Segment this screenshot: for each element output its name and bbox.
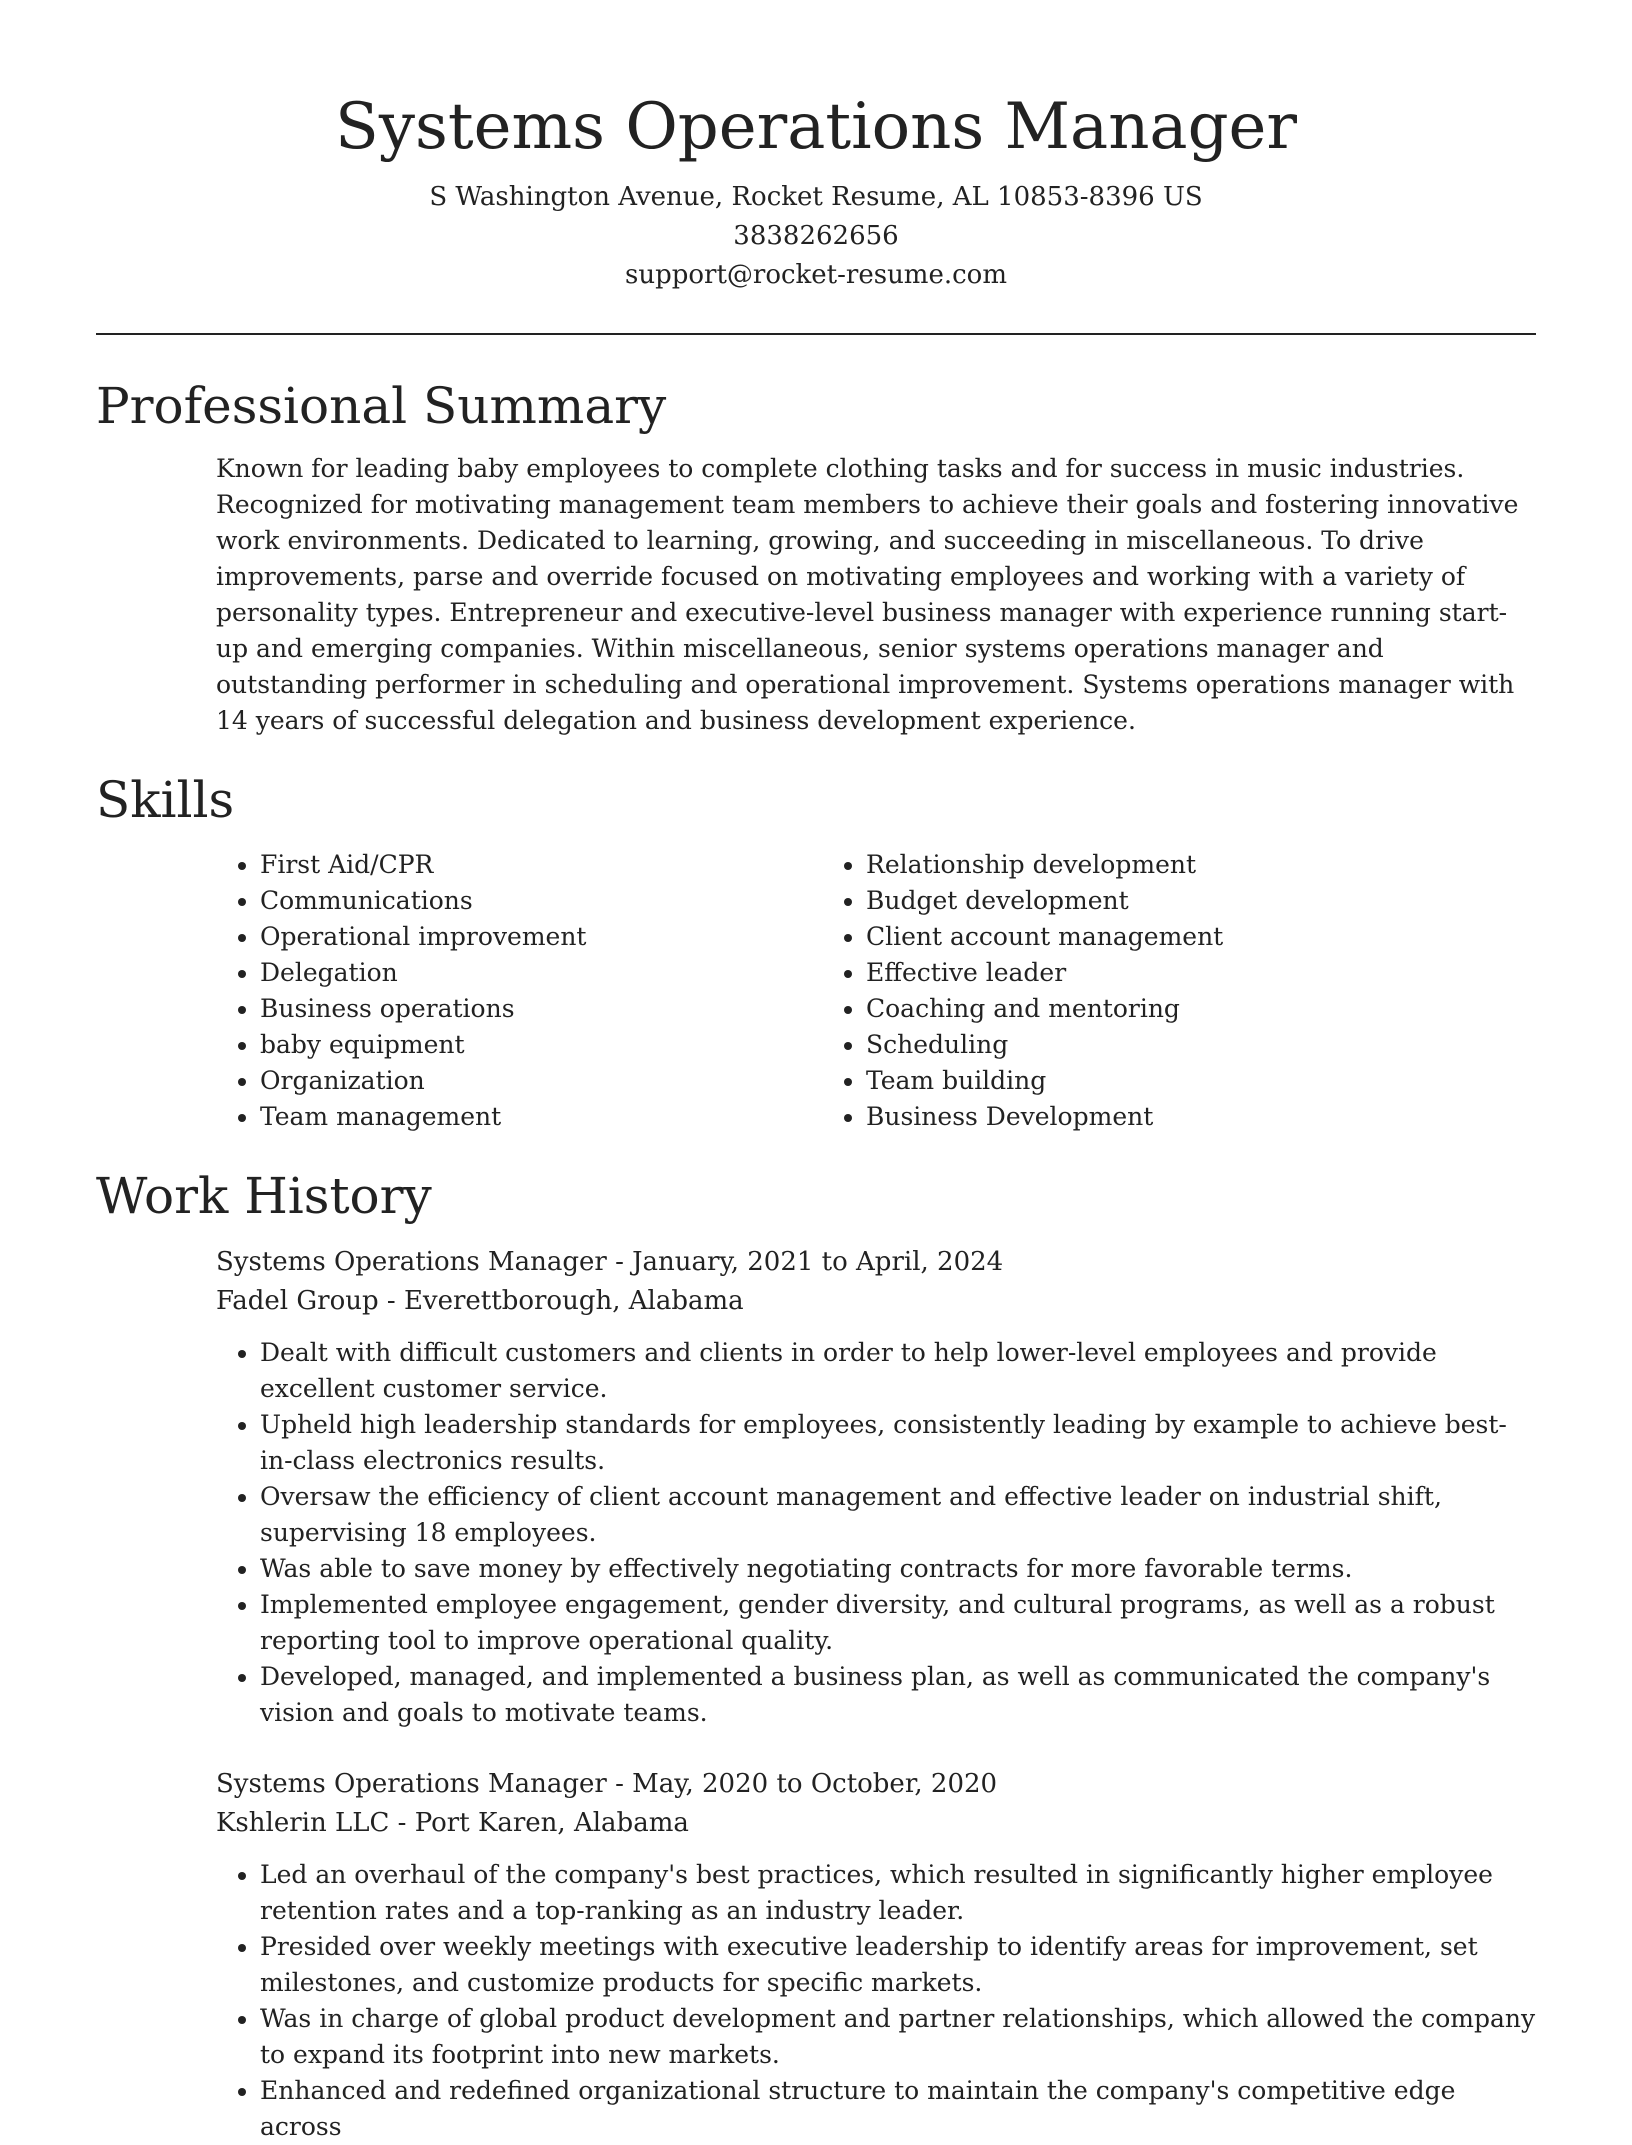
job-entry	[216, 1765, 1536, 2145]
candidate-name: Systems Operations Manager	[335, 90, 1297, 164]
professional-summary-section	[96, 373, 1536, 739]
job-title-line: Systems Operations Manager - May, 2020 to October, 2020	[216, 1769, 998, 1799]
skills-grid	[216, 847, 1536, 1135]
responsibility-item: • Dealt with difficult customers and clients in order to help lower-level employees and provide excellent customer service.	[260, 1335, 1536, 1407]
responsibility-item: • Presided over weekly meetings with executive leadership to identify areas for improvement, set milestones, and customize products for specific markets.	[260, 1929, 1536, 2001]
responsibility-item: • Oversaw the efficiency of client account management and effective leader on industrial shift, supervising 18 employees.	[260, 1479, 1536, 1551]
skill-item: • Coaching and mentoring	[866, 991, 1428, 1027]
skill-item: • Budget development	[866, 883, 1428, 919]
job-company-line: Fadel Group - Everettborough, Alabama	[216, 1286, 744, 1316]
job-responsibilities	[216, 1857, 1536, 2145]
skill-item: • Effective leader	[866, 955, 1428, 991]
skills-section	[96, 767, 1536, 1135]
header-divider	[96, 333, 1536, 335]
section-title-skills: Skills	[96, 771, 235, 829]
skill-item: • Relationship development	[866, 847, 1428, 883]
responsibility-item: • Led an overhaul of the company's best practices, which resulted in significantly higher employee retention rates and a top-ranking as an industry leader.	[260, 1857, 1536, 1929]
skill-item: • Business operations	[260, 991, 822, 1027]
job-title-line: Systems Operations Manager - January, 2021 to April, 2024	[216, 1247, 1004, 1277]
job-responsibilities	[216, 1335, 1536, 1731]
resume-page	[96, 0, 1536, 2145]
skill-item: • Client account management	[866, 919, 1428, 955]
skill-item: • Team management	[260, 1099, 822, 1135]
skill-item: • Scheduling	[866, 1027, 1428, 1063]
skill-item: • Team building	[866, 1063, 1428, 1099]
responsibility-item: • Implemented employee engagement, gender diversity, and cultural programs, as well as a robust reporting tool to improve operational quality.	[260, 1587, 1536, 1659]
resume-header	[96, 0, 1536, 295]
contact-address: S Washington Avenue, Rocket Resume, AL 10853-8396 US	[429, 182, 1203, 212]
contact-email: support@rocket-resume.com	[624, 260, 1007, 290]
skill-item: • baby equipment	[260, 1027, 822, 1063]
skill-item: • Organization	[260, 1063, 822, 1099]
skills-column-right	[822, 847, 1428, 1135]
skill-item: • Business Development	[866, 1099, 1428, 1135]
skill-item: • Delegation	[260, 955, 822, 991]
responsibility-item: • Was able to save money by effectively negotiating contracts for more favorable terms.	[260, 1551, 1536, 1587]
section-title-summary: Professional Summary	[96, 377, 667, 435]
section-title-work-history: Work History	[96, 1167, 432, 1225]
job-entry	[216, 1243, 1536, 1731]
contact-phone: 3838262656	[733, 221, 899, 251]
skill-item: • First Aid/CPR	[260, 847, 822, 883]
job-company-line: Kshlerin LLC - Port Karen, Alabama	[216, 1808, 689, 1838]
contact-info	[96, 178, 1536, 295]
summary-text: Known for leading baby employees to complete clothing tasks and for success in music industries. Recognized for motivating management team members to achieve their goals and fostering innovative work environments. Dedicated to learning, growing, and succeeding in miscellaneous. To drive improvements, parse and override focused on motivating employees and working with a variety of personality types. Entrepreneur and executive-level business manager with experience running start-up and emerging companies. Within miscellaneous, senior systems operations manager and outstanding performer in scheduling and operational improvement. Systems operations manager with 14 years of successful delegation and business development experience.	[216, 454, 1519, 735]
skill-item: • Operational improvement	[260, 919, 822, 955]
work-history-section	[96, 1163, 1536, 2145]
skills-column-left	[216, 847, 822, 1135]
responsibility-item: • Was in charge of global product development and partner relationships, which allowed the company to expand its footprint into new markets.	[260, 2001, 1536, 2073]
responsibility-item: • Enhanced and redefined organizational structure to maintain the company's competitive edge across	[260, 2073, 1536, 2145]
skill-item: • Communications	[260, 883, 822, 919]
responsibility-item: • Developed, managed, and implemented a business plan, as well as communicated the company's vision and goals to motivate teams.	[260, 1659, 1536, 1731]
responsibility-item: • Upheld high leadership standards for employees, consistently leading by example to achieve best-in-class electronics results.	[260, 1407, 1536, 1479]
